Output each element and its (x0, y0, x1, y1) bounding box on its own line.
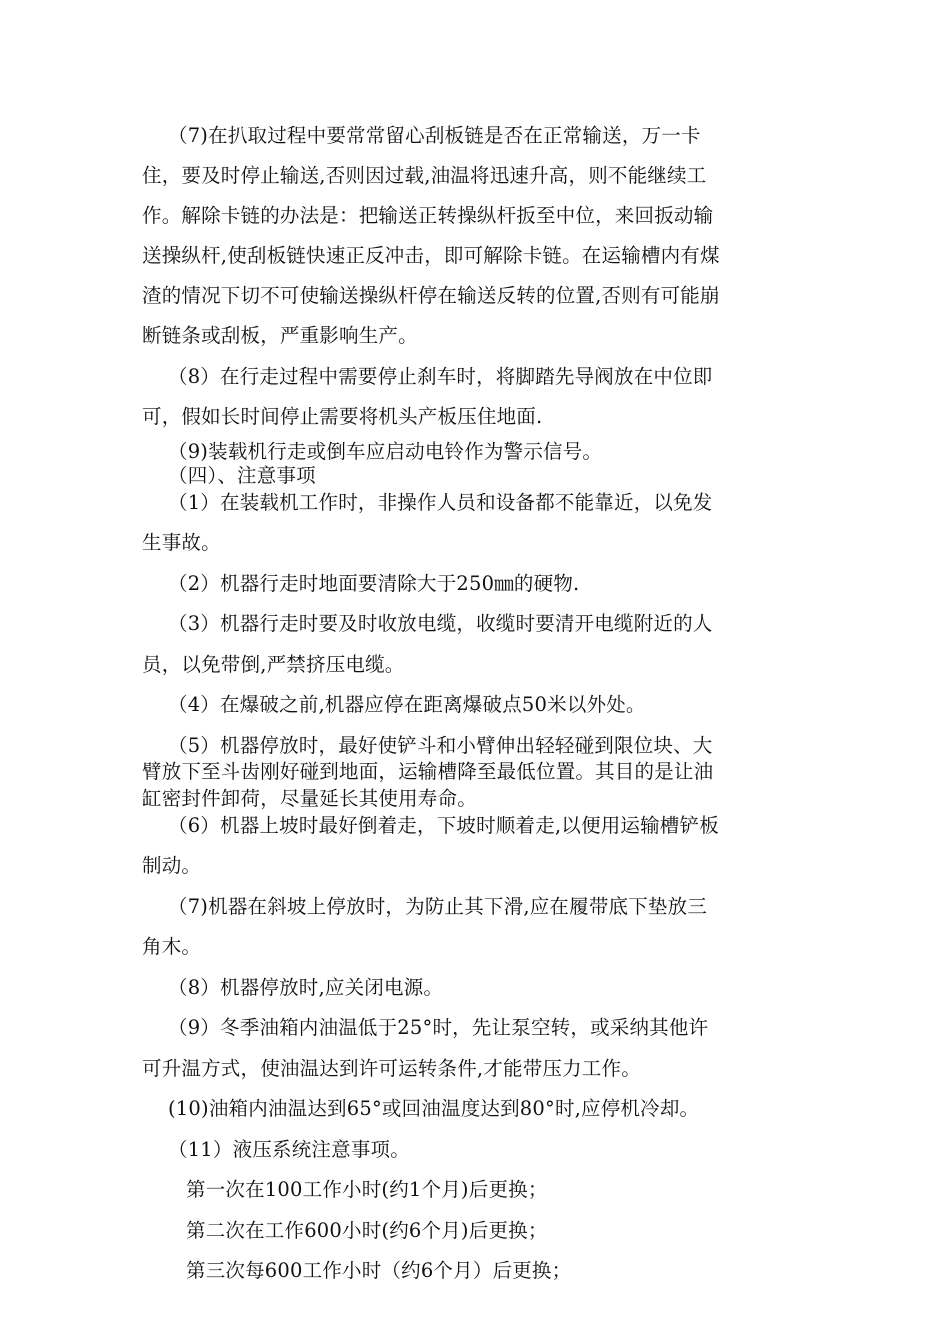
text-line: 第二次在工作600小时(约6个月)后更换； (186, 1219, 548, 1242)
text-line: 作。解除卡链的办法是：把输送正转操纵杆扳至中位，来回扳动输 (142, 204, 714, 227)
section-heading: （四）、注意事项 (168, 464, 316, 487)
text-line: 制动。 (142, 854, 202, 877)
text-line: 断链条或刮板，严重影响生产。 (142, 324, 418, 347)
text-line: （9)装载机行走或倒车应启动电铃作为警示信号。 (168, 440, 603, 463)
text-line: (10)油箱内油温达到65°或回油温度达到80°时,应停机冷却。 (168, 1097, 700, 1120)
text-line: 第一次在100工作小时(约1个月)后更换； (186, 1178, 548, 1201)
text-line: 住，要及时停止输送,否则因过载,油温将迅速升高，则不能继续工 (142, 164, 707, 187)
text-line: 生事故。 (142, 531, 221, 554)
text-line: 员，以免带倒,严禁挤压电缆。 (142, 653, 405, 676)
text-line: （9）冬季油箱内油温低于25°时，先让泵空转，或采纳其他许 (168, 1016, 709, 1039)
text-line: （2）机器行走时地面要清除大于250㎜的硬物. (168, 572, 580, 595)
text-line: 可升温方式，使油温达到许可运转条件,才能带压力工作。 (142, 1057, 641, 1080)
text-line: （4）在爆破之前,机器应停在距离爆破点50米以外处。 (168, 693, 646, 716)
text-line: （1）在装载机工作时，非操作人员和设备都不能靠近，以免发 (168, 491, 713, 514)
text-line: （6）机器上坡时最好倒着走，下坡时顺着走,以便用运输槽铲板 (168, 814, 719, 837)
text-line: 臂放下至斗齿刚好碰到地面，运输槽降至最低位置。其目的是让油 (142, 760, 714, 783)
text-line: 送操纵杆,使刮板链快速正反冲击，即可解除卡链。在运输槽内有煤 (142, 244, 720, 267)
text-line: 渣的情况下切不可使输送操纵杆停在输送反转的位置,否则有可能崩 (142, 284, 720, 307)
text-line: 可，假如长时间停止需要将机头产板压住地面. (142, 405, 543, 428)
text-line: （8）机器停放时,应关闭电源。 (168, 976, 444, 999)
text-line: 角木。 (142, 935, 202, 958)
text-line: （7)机器在斜坡上停放时，为防止其下滑,应在履带底下垫放三 (168, 895, 708, 918)
text-line: （7)在扒取过程中要常常留心刮板链是否在正常输送，万一卡 (168, 124, 701, 147)
text-line: （3）机器行走时要及时收放电缆，收缆时要清开电缆附近的人 (168, 612, 713, 635)
text-line: （11）液压系统注意事项。 (168, 1138, 410, 1161)
text-line: 第三次每600工作小时（约6个月）后更换； (186, 1259, 572, 1282)
text-line: （8）在行走过程中需要停止刹车时，将脚踏先导阀放在中位即 (168, 365, 713, 388)
text-line: 缸密封件卸荷，尽量延长其使用寿命。 (142, 787, 477, 810)
text-line: （5）机器停放时，最好使铲斗和小臂伸出轻轻碰到限位块、大 (168, 734, 713, 757)
